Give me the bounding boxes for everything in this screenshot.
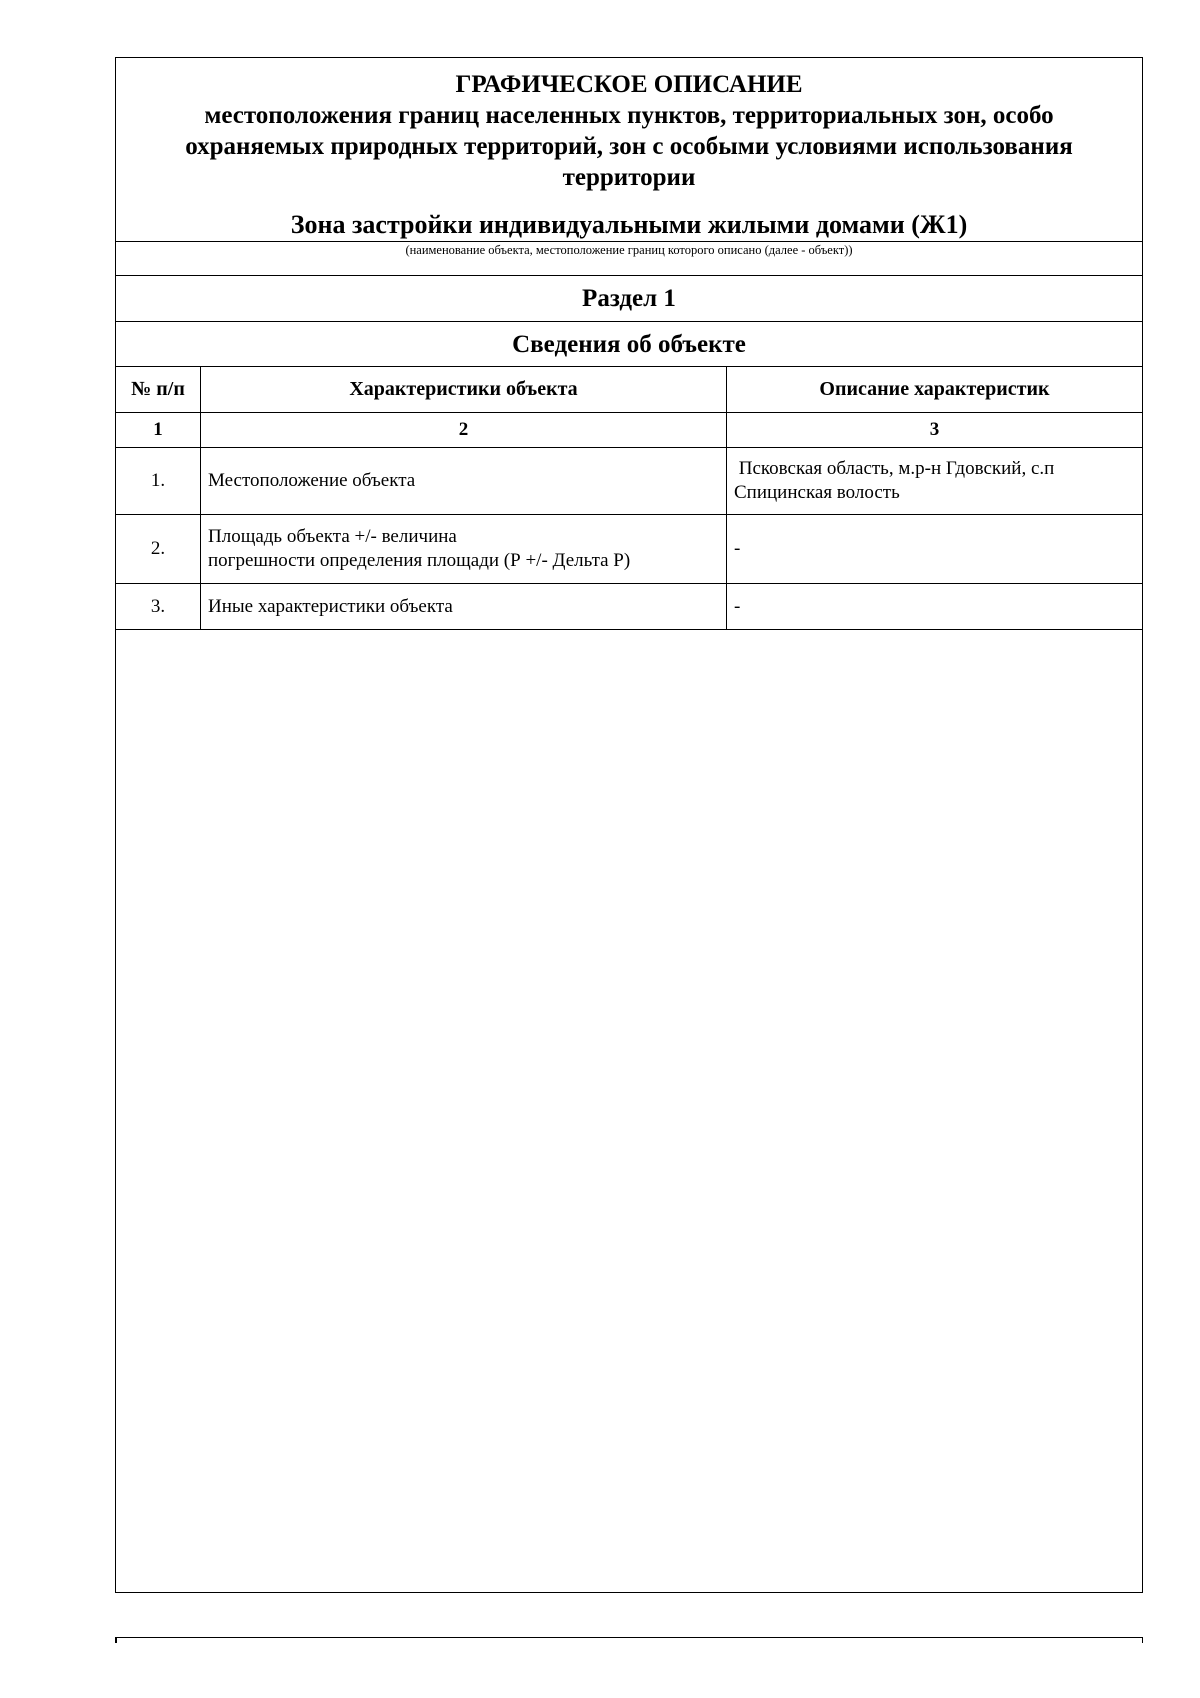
characteristic-text: Иные характеристики объекта <box>208 595 453 617</box>
object-caption: (наименование объекта, местоположение границ которого описано (далее - объект)) <box>116 242 1142 276</box>
row-characteristic <box>201 515 727 584</box>
row-number: 3. <box>116 584 201 630</box>
section-title: Сведения об объекте <box>116 322 1142 367</box>
document-frame <box>115 57 1143 1593</box>
header-cell-characteristic: Характеристики объекта <box>201 367 727 413</box>
row-description <box>727 584 1143 630</box>
table-row <box>116 515 1142 584</box>
column-number: 2 <box>201 413 727 448</box>
section-number: Раздел 1 <box>116 276 1142 322</box>
document-title: ГРАФИЧЕСКОЕ ОПИСАНИЕ <box>455 71 803 98</box>
row-characteristic <box>201 448 727 515</box>
document-subtitle <box>116 100 1142 193</box>
subtitle-line: местоположения границ населенных пунктов, территориальных зон, особо <box>204 102 1054 129</box>
characteristic-text: Площадь объекта +/- величина <box>208 526 457 547</box>
row-number: 1. <box>116 448 201 515</box>
header-cell-description: Описание характеристик <box>727 367 1143 413</box>
column-number: 1 <box>116 413 201 448</box>
description-text: Псковская область, м.р-н Гдовский, с.п <box>734 458 1055 479</box>
object-name: Зона застройки индивидуальными жилыми домами (Ж1) <box>290 210 968 239</box>
row-number: 2. <box>116 515 201 584</box>
column-numbers-row <box>116 413 1142 448</box>
table-row <box>116 584 1142 630</box>
table-row <box>116 448 1142 515</box>
subtitle-line: охраняемых природных территорий, зон с особыми условиями использования <box>185 133 1073 160</box>
row-characteristic <box>201 584 727 630</box>
characteristic-text: Местоположение объекта <box>208 470 416 491</box>
table-header-row <box>116 367 1142 413</box>
column-number: 3 <box>727 413 1143 448</box>
object-info-table <box>116 367 1142 630</box>
next-page-frame-edge <box>115 1637 1143 1638</box>
row-description <box>727 515 1143 584</box>
document-header <box>116 58 1142 242</box>
header-cell-number: № п/п <box>116 367 201 413</box>
row-description <box>727 448 1143 515</box>
characteristic-text: погрешности определения площади (Р +/- Дельта Р) <box>208 550 631 571</box>
description-text: - <box>734 538 741 559</box>
subtitle-line: территории <box>562 164 696 191</box>
description-text: Спицинская волость <box>734 482 900 503</box>
description-text: - <box>734 595 741 617</box>
